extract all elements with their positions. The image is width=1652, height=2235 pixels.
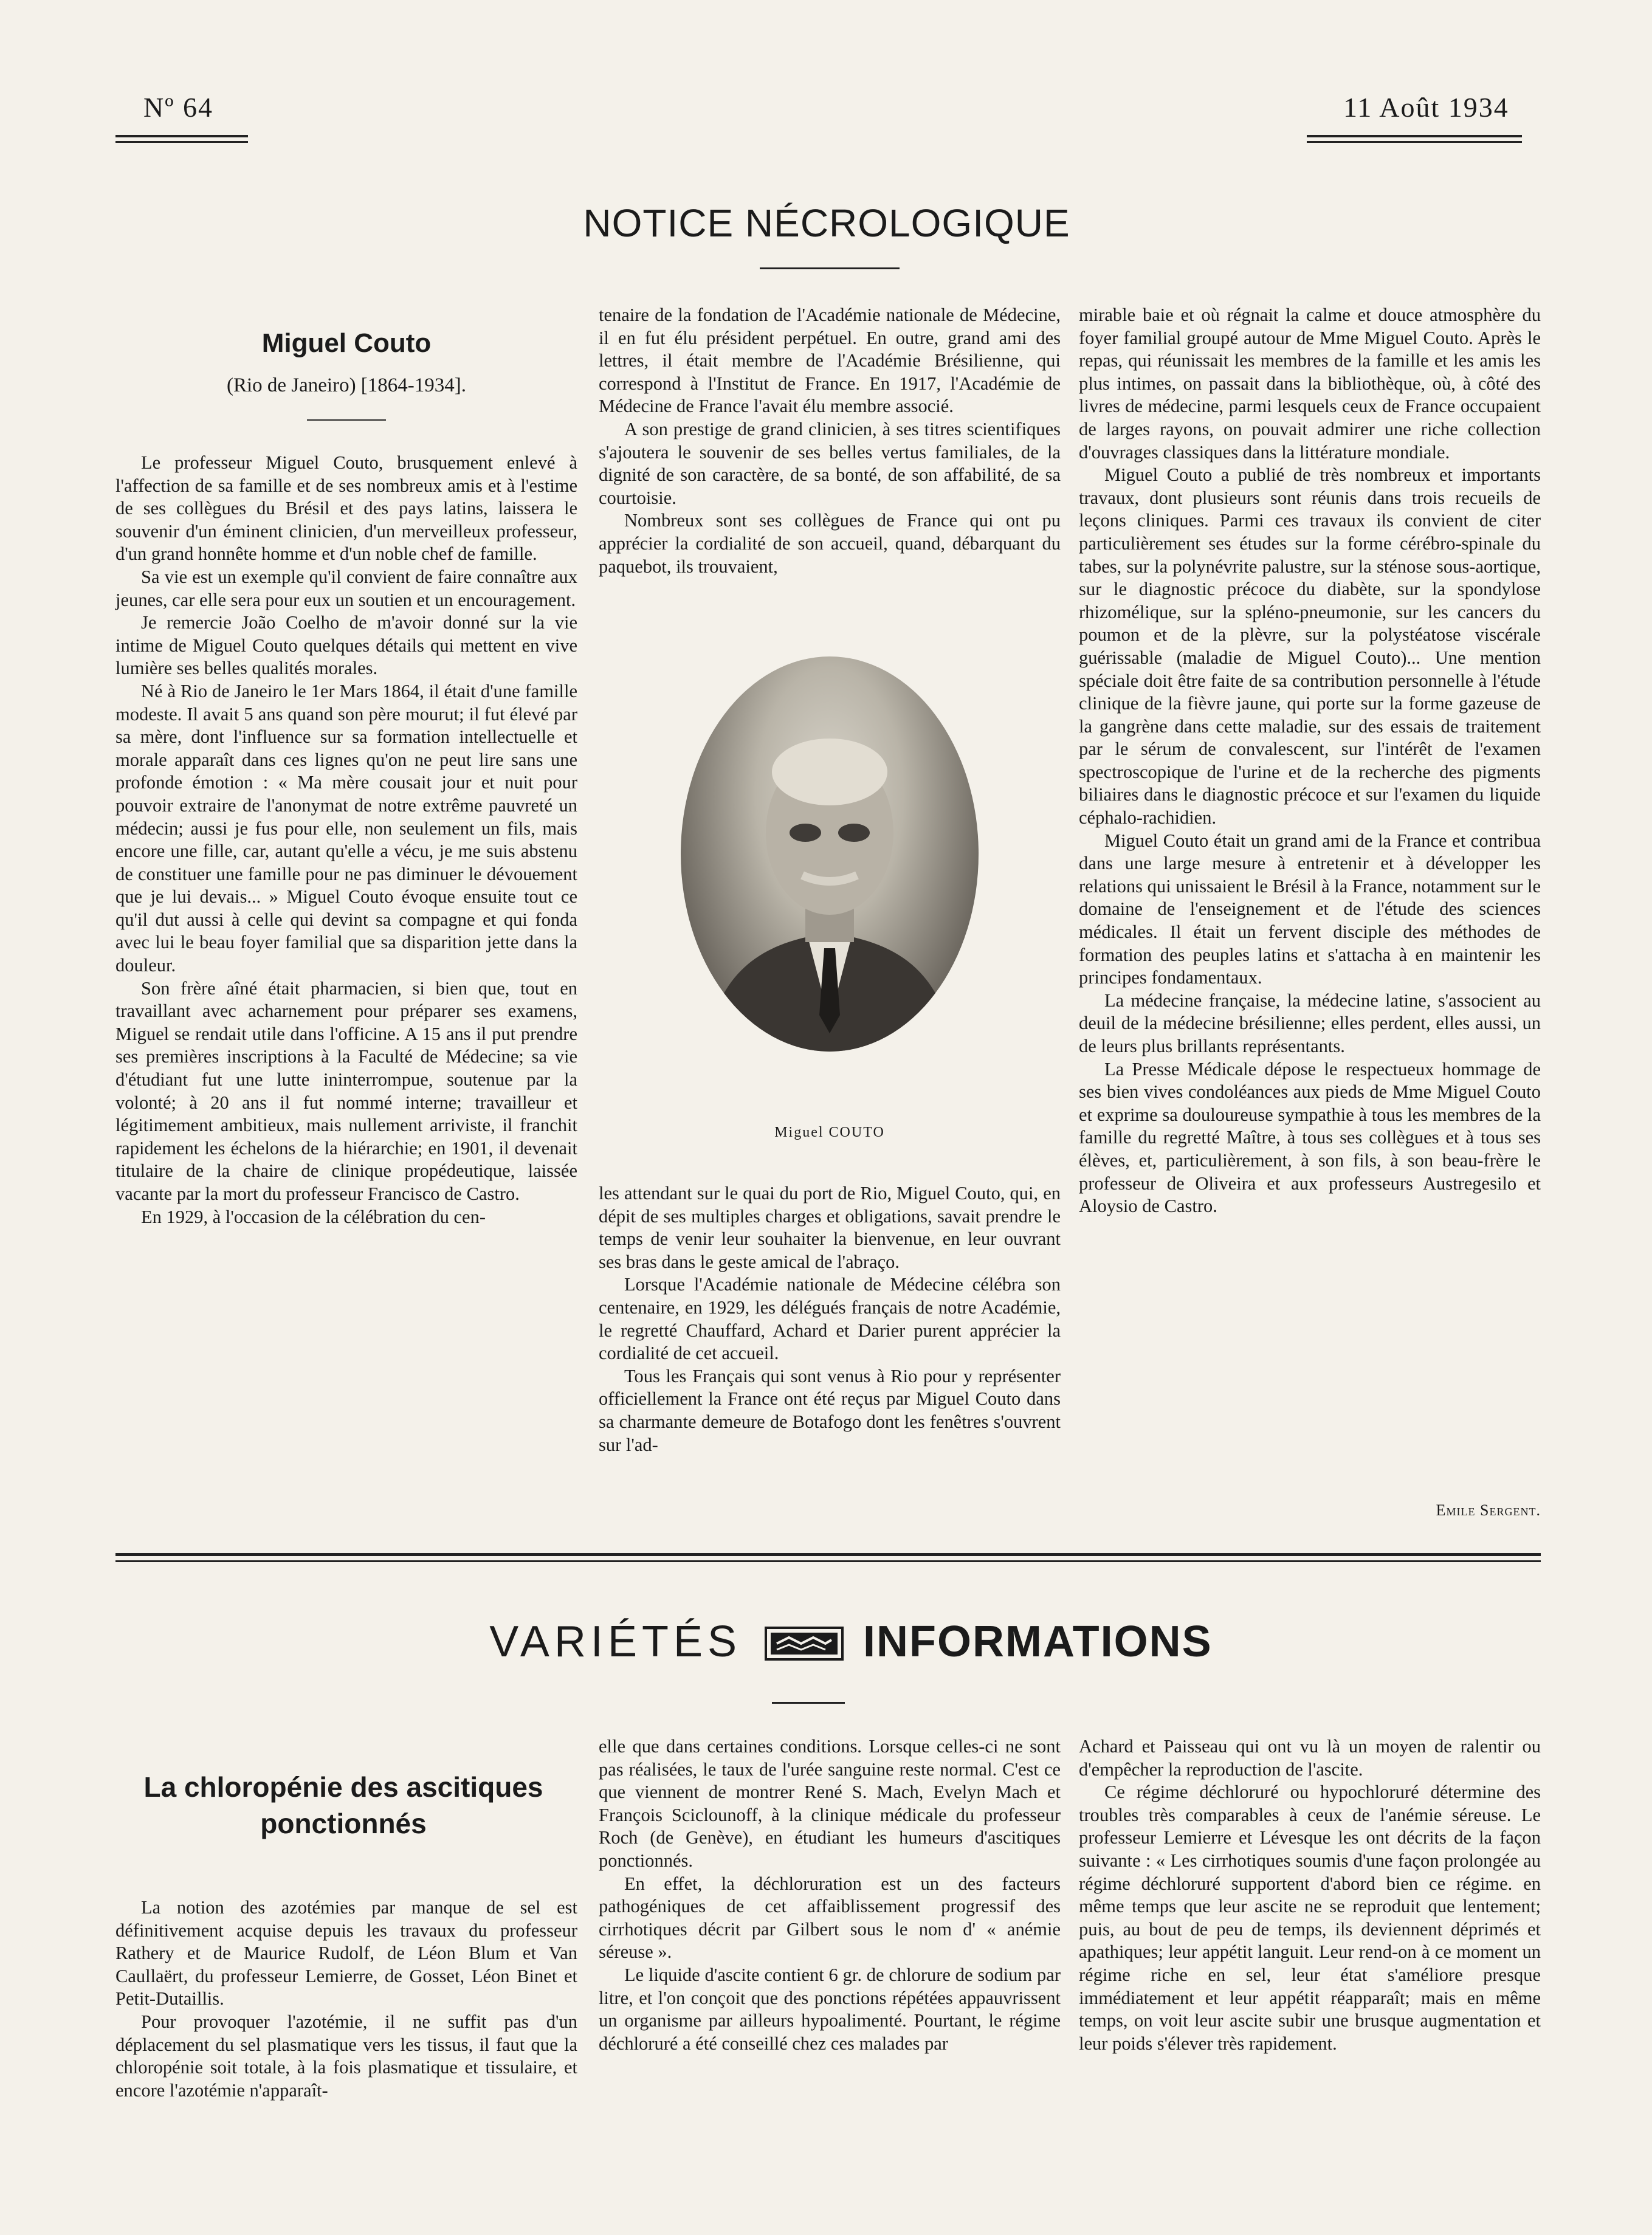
issue-number: Nº 64: [143, 92, 213, 123]
article-title-line: ponctionnés: [260, 1808, 427, 1839]
paragraph: Achard et Paisseau qui ont vu là un moyen de ralentir ou d'empêcher la reproduction de l'ascite.: [1079, 1736, 1541, 1780]
paragraph: La notion des azotémies par manque de sel est définitivement acquise depuis les travaux du professeur Rathery et de Maurice Rudolf, de Léon Blum et Van Caullaërt, du professeur Lemierre, de Gosset, Léon Binet et Petit-Dutaillis.: [115, 1897, 577, 2009]
issue-date: 11 Août 1934: [1343, 92, 1509, 123]
paragraph: Miguel Couto a publié de très nombreux et importants travaux, dont plusieurs sont réunis dans trois recueils de leçons cliniques. Parmi ces travaux ils convient de citer particulièrement ses études sur la forme cérébro-spinale du tabes, sur la polynévrite palustre, sur la sténose sous-aortique, sur le diagnostic précoce du diabète, sur la spondylose rhizomélique, sur la spléno-pneumonie, sur les cancers du poumon et de la plèvre, sur la polystéatose viscérale guérissable (maladie de Miguel Couto)... Une mention spéciale doit être faite de sa contribution personnelle à l'étude clinique de la fièvre jaune, qui porte sur la forme gazeuse de la gangrène dans cette maladie, sur des essais de traitement par le sérum de convalescent, sur l'intérêt de l'examen spectroscopique de l'urine et de la recherche des pigments biliaires dans le diagnostic précoce et sur l'examen du liquide céphalo-rachidien.: [1079, 464, 1541, 828]
notice-column-2-bottom: [599, 1182, 1061, 1456]
paragraph: Nombreux sont ses collègues de France qui ont pu apprécier la cordialité de son accueil, quand, débarquant du paquebot, ils trouvaient,: [599, 510, 1061, 577]
varietes-column-3: [1079, 1735, 1541, 2055]
notice-column-2-top: [599, 304, 1061, 578]
section-title-informations: INFORMATIONS: [863, 1617, 1213, 1666]
paragraph: Son frère aîné était pharmacien, si bien que, tout en travaillant avec acharnement pour préparer ses examens, Miguel se rendait utile dans l'officine. A 15 ans il put prendre ses premières inscriptions à la Faculté de Médecine; sa vie d'étudiant fut une lutte ininterrompue, soutenue par la volonté; à 20 ans il fut nommé interne; travailleur et légitimement ambitieux, mais nullement arriviste, il franchit rapidement les échelons de la hiérarchie; en 1901, il devenait titulaire de la chaire de clinique propédeutique, laissée vacante par la mort du professeur Francisco de Castro.: [115, 977, 577, 1204]
paragraph: Sa vie est un exemple qu'il convient de faire connaître aux jeunes, car elle sera pour eux un soutien et un encouragement.: [115, 566, 577, 610]
paragraph: Le liquide d'ascite contient 6 gr. de chlorure de sodium par litre, et l'on conçoit que des ponctions répétées appauvrissent un organisme par ailleurs hypoalimenté. Pourtant, le régime déchloruré a été conseillé chez ces malades par: [599, 1964, 1061, 2054]
article-subtitle: (Rio de Janeiro) [1864-1934].: [226, 374, 467, 396]
paragraph: Pour provoquer l'azotémie, il ne suffit pas d'un déplacement du sel plasmatique vers les tissus, il faut que la chloropénie soit totale, à la fois plasmatique et tissulaire, et encore l'azotémie n'apparaît-: [115, 2011, 577, 2101]
paragraph: La Presse Médicale dépose le respectueux hommage de ses bien vives condoléances aux pieds de Mme Miguel Couto et exprime sa douloureuse sympathie à tous les membres de la famille du regretté Maître, à tous ses collègues et à tous ses élèves, et, particulièrement, à son fils, à son beau-frère le professeur de Oliveira et aux professeurs Austregesilo et Aloysio de Castro.: [1079, 1058, 1541, 1217]
paragraph: Né à Rio de Janeiro le 1er Mars 1864, il était d'une famille modeste. Il avait 5 ans quand son père mourut; il fut élevé par sa mère, dont l'influence sur sa formation intellectuelle et morale apparaît dans ces lignes qu'on ne peut lire sans une profonde émotion : « Ma mère cousait jour et nuit pour pouvoir extraire de l'anonymat de notre extrême pauvreté un médecin; aussi je fus pour elle, non seulement un fils, mais encore une fille, car, autant qu'elle a vécu, je me suis abstenu de constituer une famille pour ne pas diminuer le dévouement que je lui devais... » Miguel Couto évoque ensuite tout ce qu'il dut aussi à celle qui devint sa compagne et qui fonda avec lui le beau foyer familial que sa disparition jette dans la douleur.: [115, 680, 577, 976]
article-title-line: La chloropénie des ascitiques: [143, 1771, 543, 1803]
notice-column-1: [115, 452, 577, 1228]
paragraph: Miguel Couto était un grand ami de la France et contribua dans une large mesure à entretenir et à développer les relations qui unissaient le Brésil à la France, notamment sur le domaine de l'enseignement et de l'étude des sciences médicales. Il était un fervent disciple des méthodes de formation des peuples latins et s'attacha à en maintenir les principes fondamentaux.: [1079, 830, 1541, 988]
article-title-rule: [307, 419, 386, 421]
paragraph: Tous les Français qui sont venus à Rio pour y représenter officiellement la France ont été reçus par Miguel Couto dans sa charmante demeure de Botafogo dont les fenêtres s'ouvrent sur l'ad-: [599, 1365, 1061, 1455]
section-title-varietes: VARIÉTÉS: [489, 1617, 742, 1666]
section-title-notice: NOTICE NÉCROLOGIQUE: [583, 201, 1070, 245]
photo-caption: Miguel COUTO: [774, 1124, 885, 1140]
varietes-column-2: [599, 1735, 1061, 2055]
paragraph: Je remercie João Coelho de m'avoir donné sur la vie intime de Miguel Couto quelques détails qui mettent en vive lumière ses belles qualités morales.: [115, 612, 577, 679]
article-title-miguel-couto: Miguel Couto: [261, 328, 432, 358]
varietes-column-1: [115, 1896, 577, 2102]
paragraph: tenaire de la fondation de l'Académie nationale de Médecine, il en fut élu président perpétuel. En outre, grand ami des lettres, il était membre de l'Académie Brésilienne, qui correspond à l'Institut de France. En 1917, l'Académie de Médecine de France l'avait élu membre associé.: [599, 305, 1061, 417]
paragraph: Lorsque l'Académie nationale de Médecine célébra son centenaire, en 1929, les délégués français de notre Académie, le regretté Chauffard, Achard et Darier purent apprécier la cordialité de cet accueil.: [599, 1274, 1061, 1364]
paragraph: les attendant sur le quai du port de Rio, Miguel Couto, qui, en dépit de ses multiples charges et obligations, savait prendre le temps de venir leur souhaiter la bienvenue, en leur ouvrant ses bras dans le geste amical de l'abraço.: [599, 1183, 1061, 1272]
notice-title-rule: [760, 267, 900, 269]
varietes-title-rule: [772, 1702, 845, 1704]
paragraph: En 1929, à l'occasion de la célébration du cen-: [141, 1206, 486, 1227]
paragraph: A son prestige de grand clinicien, à ses titres scientifiques s'ajoutera le souvenir de ses belles vertus familiales, de la dignité de son caractère, de sa bonté, de son affabilité, de sa courtoisie.: [599, 418, 1061, 508]
portrait-figure: [681, 656, 979, 1052]
paragraph: mirable baie et où régnait la calme et douce atmosphère du foyer familial groupé autour de Mme Miguel Couto. Après le repas, qui réunissait les membres de la famille et les amis les plus intimes, on passait dans la bibliothèque, où, à côté des livres de médecine, parmi lesquels ceux de France occupaient de larges rayons, on pouvait admirer une riche collection d'ouvrages classiques dans la littérature mondiale.: [1079, 305, 1541, 463]
section-separator: [115, 1553, 1541, 1562]
paragraph: Ce régime déchloruré ou hypochloruré détermine des troubles très comparables à ceux de l'anémie séreuse. Le professeur Lemierre et Lévesque les ont décrits de la façon suivante : « Les cirrhotiques soumis d'une façon prolongée au régime déchloruré supportent d'abord bien ce régime. en même temps que leur ascite ne se reproduit que lentement; puis, au bout de peu de temps, ils deviennent déprimés et apathiques; leur appétit languit. Leur rend-on à ce moment un régime riche en sel, leur état s'améliore presque immédiatement et leur appétit réapparaît; mais en même temps, on voit leur ascite subir une brusque augmentation et leur poids s'élever très rapidement.: [1079, 1782, 1541, 2054]
paragraph: Le professeur Miguel Couto, brusquement enlevé à l'affection de sa famille et de ses nombreux amis et à l'estime de ses collègues du Brésil et des pays latins, laissera le souvenir d'un éminent clinicien, d'un merveilleux professeur, d'un grand honnête homme et d'un noble chef de famille.: [115, 452, 577, 565]
signature: Emile Sergent.: [1436, 1501, 1541, 1519]
portrait-photo: [681, 656, 979, 1052]
ornament-icon: [765, 1627, 844, 1661]
article-title-chloropenie: [103, 1769, 583, 1842]
paragraph: La médecine française, la médecine latine, s'associent au deuil de la médecine brésilienne; elles perdent, elles aussi, un de leurs plus brillants représentants.: [1079, 990, 1541, 1056]
paragraph: elle que dans certaines conditions. Lorsque celles-ci ne sont pas réalisées, le taux de l'urée sanguine reste normal. C'est ce que viennent de montrer René S. Mach, Evelyn Mach et François Sciclounoff, à la clinique médicale du professeur Roch (de Genève), en étudiant les humeurs d'ascitiques ponctionnés.: [599, 1736, 1061, 1871]
header-rule-left: [115, 135, 248, 143]
paragraph: En effet, la déchloruration est un des facteurs pathogéniques de cet affaiblissement progressif des cirrhotiques décrit par Gilbert sous le nom d' « anémie séreuse ».: [599, 1873, 1061, 1963]
header-rule-right: [1307, 135, 1522, 143]
notice-column-3: [1079, 304, 1541, 1218]
